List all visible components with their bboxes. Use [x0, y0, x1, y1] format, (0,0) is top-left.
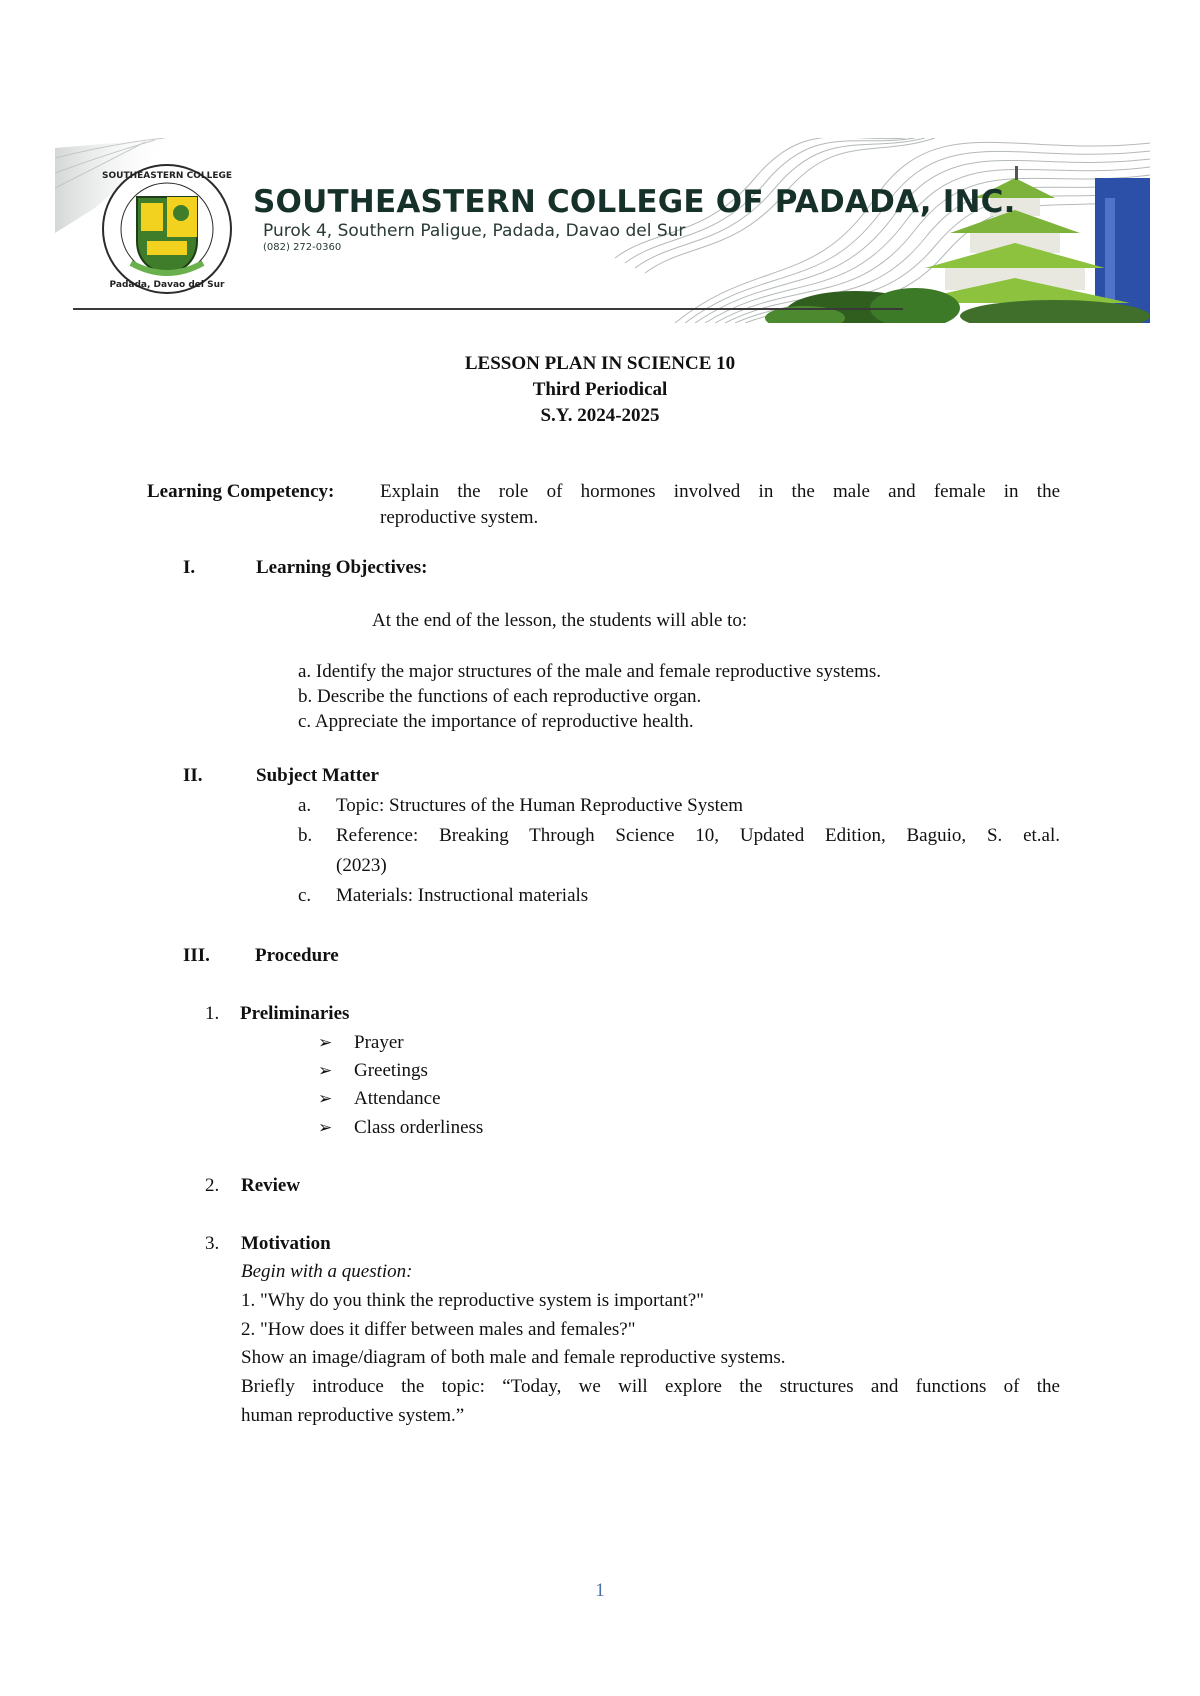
arrowhead-bullet-icon: ➢ [318, 1061, 333, 1080]
subject-item-reference: Reference: Breaking Through Science 10, Updated Edition, Baguio, S. et.al. [336, 825, 1060, 846]
document-subtitle-period: Third Periodical [532, 379, 668, 400]
subject-item-topic: Topic: Structures of the Human Reproductive System [336, 795, 744, 816]
section-heading-objectives: Learning Objectives: [256, 557, 428, 578]
svg-text:Padada, Davao del Sur: Padada, Davao del Sur [109, 280, 225, 290]
section-heading-procedure: Procedure [255, 945, 339, 966]
section-numeral-procedure: III. [183, 945, 210, 966]
subject-item-materials: Materials: Instructional materials [336, 885, 589, 906]
objective-item: b. Describe the functions of each reproductive organ. [298, 686, 702, 707]
header-divider [73, 308, 903, 310]
objective-item: c. Appreciate the importance of reproductive health. [298, 711, 694, 732]
procedure-step-heading: Preliminaries [240, 1003, 350, 1024]
objective-item: a. Identify the major structures of the male and female reproductive systems. [298, 661, 881, 682]
subject-item-reference-cont: (2023) [336, 855, 387, 876]
motivation-question: 1. "Why do you think the reproductive system is important?" [241, 1290, 704, 1311]
school-name: SOUTHEASTERN COLLEGE OF PADADA, INC. [253, 184, 1016, 220]
section-numeral-objectives: I. [183, 557, 196, 578]
motivation-instruction: Show an image/diagram of both male and female reproductive systems. [241, 1347, 786, 1368]
document-subtitle-school-year: S.Y. 2024-2025 [540, 405, 660, 426]
arrowhead-bullet-icon: ➢ [318, 1089, 333, 1108]
motivation-closing-line2: human reproductive system.” [241, 1405, 465, 1426]
arrowhead-bullet-icon: ➢ [318, 1118, 333, 1137]
subject-item-marker: a. [298, 795, 312, 816]
competency-text-line2: reproductive system. [380, 507, 539, 528]
procedure-step-heading: Review [241, 1175, 301, 1196]
preliminary-item: Prayer [354, 1032, 404, 1053]
page-number: 1 [595, 1580, 605, 1601]
section-heading-subject-matter: Subject Matter [256, 765, 379, 786]
procedure-step-number: 3. [205, 1233, 220, 1254]
school-phone: (082) 272-0360 [263, 242, 342, 253]
school-address: Purok 4, Southern Paligue, Padada, Davao del Sur [263, 221, 686, 241]
procedure-step-number: 1. [205, 1003, 220, 1024]
subject-item-marker: b. [298, 825, 313, 846]
section-numeral-subject-matter: II. [183, 765, 203, 786]
preliminary-item: Greetings [354, 1060, 428, 1081]
arrowhead-bullet-icon: ➢ [318, 1033, 333, 1052]
motivation-intro: Begin with a question: [241, 1261, 413, 1282]
procedure-step-heading: Motivation [241, 1233, 331, 1254]
competency-text-line1: Explain the role of hormones involved in the male and female in the [380, 481, 1060, 502]
preliminary-item: Attendance [354, 1088, 441, 1109]
document-title: LESSON PLAN IN SCIENCE 10 [464, 353, 736, 374]
subject-item-marker: c. [298, 885, 312, 906]
letterhead-banner [55, 138, 1150, 323]
preliminary-item: Class orderliness [354, 1117, 484, 1138]
procedure-step-number: 2. [205, 1175, 220, 1196]
svg-text:SOUTHEASTERN COLLEGE: SOUTHEASTERN COLLEGE [102, 171, 232, 181]
competency-label: Learning Competency: [147, 481, 335, 502]
motivation-closing-line1: Briefly introduce the topic: “Today, we will explore the structures and functions of the [241, 1376, 1060, 1397]
objectives-intro: At the end of the lesson, the students will able to: [372, 610, 748, 631]
motivation-question: 2. "How does it differ between males and females?" [241, 1319, 636, 1340]
school-seal-icon [101, 163, 233, 295]
